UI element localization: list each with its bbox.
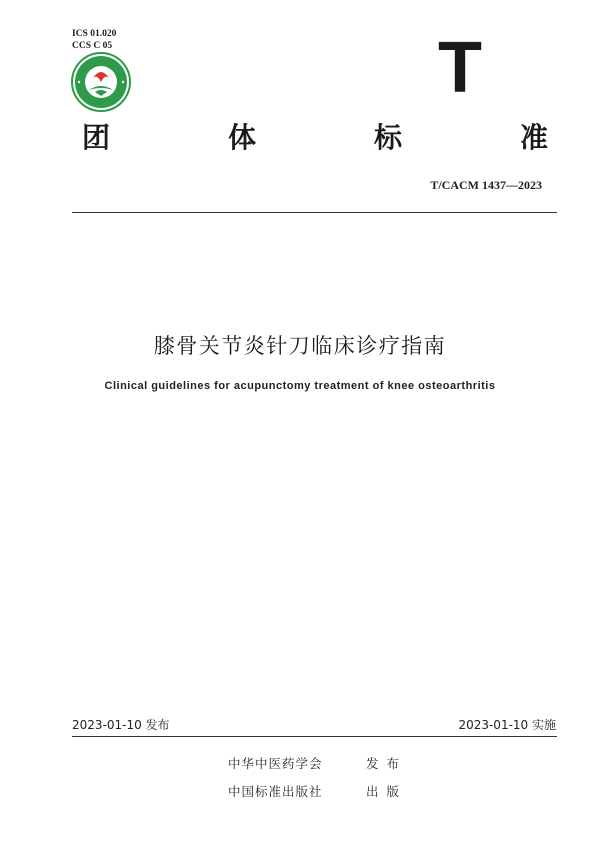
publisher-block (228, 750, 407, 806)
top-divider (72, 212, 557, 213)
ccs-code: CCS C 05 (72, 41, 113, 51)
standard-number: T/CACM 1437—2023 (430, 178, 542, 192)
publisher-row (228, 778, 407, 806)
ics-code: ICS 01.020 (72, 29, 117, 39)
classification-codes (72, 28, 116, 52)
doc-type-char: 体 (227, 121, 256, 154)
document-type (82, 118, 548, 158)
svg-text:T: T (438, 36, 482, 96)
english-title: Clinical guidelines for acupunctomy treatment of knee osteoarthritis (104, 380, 496, 392)
publisher-name: 中华中医药学会 (228, 756, 323, 771)
publisher-row (228, 750, 407, 778)
doc-type-char: 标 (373, 121, 402, 154)
doc-type-char: 准 (519, 121, 548, 154)
standard-type-mark (433, 36, 487, 96)
issue-date: 2023-01-10 发布 (72, 718, 170, 732)
implementation-date: 2023-01-10 实施 (458, 718, 556, 732)
chinese-title: 膝骨关节炎针刀临床诊疗指南 (153, 334, 447, 358)
publisher-role: 发布 (366, 756, 408, 771)
publisher-name: 中国标准出版社 (228, 784, 323, 799)
bottom-divider (72, 736, 557, 737)
association-logo (71, 52, 131, 112)
publisher-role: 出版 (366, 784, 408, 799)
doc-type-char: 团 (82, 121, 111, 154)
